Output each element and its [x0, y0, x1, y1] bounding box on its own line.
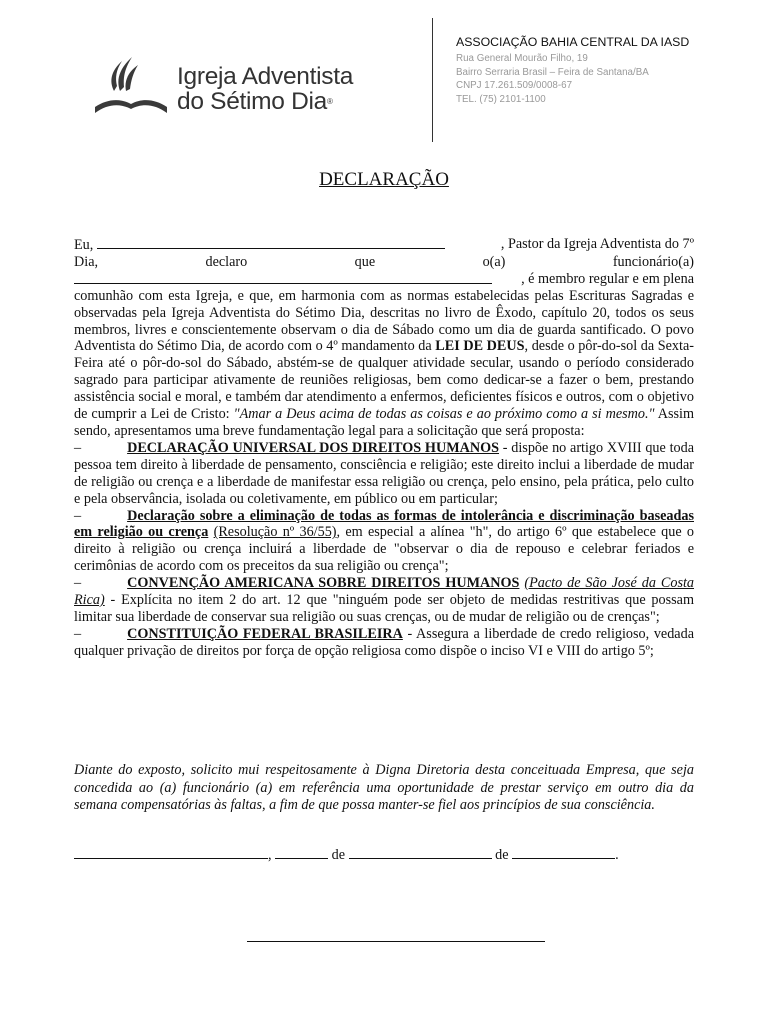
- item3-text: - Explícita no item 2 do art. 12 que "ninguém pode ser objeto de medidas restritivas que possam limitar sua liberdade de conservar sua religião ou suas crenças, ou de mudar de religião ou de crenças";: [74, 592, 694, 625]
- legal-item-4: [74, 626, 694, 660]
- membro-text: , é membro regular e em plena: [521, 270, 694, 287]
- item1-text: - dispõe no artigo XVIII que toda pessoa tem direito à liberdade de pensamento, consciência e religião; este direito inclui a liberdade de mudar de religião ou crença e a liberdade de manifestar essa religião ou crença, pelo ensino, pela prática, pelo culto e pela observância, isolada ou coletivamente, em público ou em particular;: [74, 439, 694, 507]
- employee-name-blank[interactable]: [74, 271, 492, 284]
- church-logo: [92, 55, 392, 120]
- phone: TEL. (75) 2101-1100: [456, 93, 546, 105]
- item1-title: DECLARAÇÃO UNIVERSAL DOS DIREITOS HUMANOS: [127, 439, 500, 456]
- year-blank[interactable]: [512, 846, 615, 859]
- item-dash: –: [74, 439, 82, 456]
- oa-word: o(a): [482, 253, 506, 270]
- declaro-word: declaro: [205, 253, 248, 270]
- item-dash: –: [74, 575, 82, 592]
- lei-de-deus: LEI DE DEUS: [435, 338, 525, 355]
- de-word-2: de: [495, 847, 509, 863]
- city-blank[interactable]: [74, 846, 268, 859]
- eu-label: Eu,: [74, 237, 94, 253]
- item3-ref: (Pacto de São José da Costa Rica): [74, 575, 695, 609]
- intro-part2: , desde o pôr-do-sol da Sexta-Feira até o pôr-do-sol do Sábado, abstém-se de qualquer atividade secular, usando o período considerado sagrado para participar ativamente de reuniões religiosas, bem como dedicar-se a fazer o bem, prestando assistência social e moral, e também dar atendimento a enfermos, deficientes físicos e outros, com o objetivo de cumprir a Lei de Cristo:: [74, 338, 694, 423]
- item4-title: CONSTITUIÇÃO FEDERAL BRASILEIRA: [127, 625, 403, 642]
- brand-line1: Igreja Adventista: [177, 63, 354, 90]
- item2-ref: (Resolução nº 36/55): [213, 524, 337, 541]
- association-info: [456, 35, 689, 106]
- adventist-flame-bible-icon: [92, 55, 172, 117]
- document-title: DECLARAÇÃO: [319, 169, 449, 190]
- intro-part1: comunhão com esta Igreja, e que, em harmonia com as normas estabelecidas pelas Escrituras Sagradas e observadas pela Igreja Adventista do Sétimo Dia, descritas no livro de Êxodo, capítulo 20, todos os seus membros, livres e conscientemente observam o dia de Sábado como um dia de guarda santificado. O povo Adventista do Sétimo Dia, de acordo com o 4º mandamento da: [74, 287, 694, 355]
- funcionario-word: funcionário(a): [612, 253, 694, 270]
- date-line: [74, 846, 619, 864]
- address-line2: Bairro Serraria Brasil – Feira de Santana/BA: [456, 66, 649, 78]
- item-dash: –: [74, 507, 82, 524]
- christ-quote: "Amar a Deus acima de todas as coisas e ao próximo como a si mesmo.": [233, 406, 655, 423]
- legal-item-1: [74, 440, 694, 508]
- day-blank[interactable]: [275, 846, 328, 859]
- pastor-text: , Pastor da Igreja Adventista do 7º: [500, 236, 694, 252]
- closing-request: Diante do exposto, solicito mui respeitosamente à Digna Diretoria desta conceituada Empresa, que seja concedida ao (a) funcionário (a) em referência uma oportunidade de prestar serviço em outro dia da semana compensatórias às faltas, a fim de que possa manter-se fiel aos princípios de sua consciência.: [74, 762, 694, 813]
- item4-text: - Assegura a liberdade de credo religioso, vedada qualquer privação de direitos por força de opção religiosa como dispõe o inciso VI e VIII do artigo 5º;: [74, 625, 694, 659]
- registered-mark: ®: [326, 97, 333, 106]
- declaration-body: [74, 236, 694, 660]
- intro-part3: Assim sendo, apresentamos uma breve fundamentação legal para a solicitação que será proposta:: [74, 406, 694, 439]
- header-divider: [432, 18, 433, 142]
- intro-line1: [74, 236, 694, 254]
- comma: ,: [268, 847, 272, 863]
- legal-item-2: [74, 508, 694, 576]
- cnpj: CNPJ 17.261.509/0008-67: [456, 80, 573, 91]
- month-blank[interactable]: [349, 846, 492, 859]
- item3-title: CONVENÇÃO AMERICANA SOBRE DIREITOS HUMANOS: [127, 575, 520, 592]
- signature-line[interactable]: [247, 941, 545, 942]
- item2-title: Declaração sobre a eliminação de todas as formas de intolerância e discriminação baseadas em religião ou crença: [74, 507, 694, 541]
- item2-text: , em especial a alínea "h", do artigo 6º que estabelece que o direito à religião ou crença incluirá a liberdade de "observar o dia de repouso e celebrar feriados e cerimônias de acordo com os preceitos da sua religião ou crença";: [74, 524, 695, 575]
- intro-line2: [74, 254, 694, 271]
- dia-word: Dia,: [74, 253, 99, 270]
- org-name: ASSOCIAÇÃO BAHIA CENTRAL DA IASD: [456, 35, 690, 49]
- church-brand-text: [177, 64, 353, 114]
- brand-line2: do Sétimo Dia: [177, 88, 327, 115]
- que-word: que: [354, 253, 376, 270]
- legal-item-3: [74, 575, 694, 626]
- intro-line3: [74, 271, 694, 288]
- period: .: [615, 847, 619, 863]
- intro-paragraph: [74, 288, 694, 440]
- pastor-name-blank[interactable]: [97, 236, 445, 249]
- de-word-1: de: [331, 847, 346, 863]
- address-line1: Rua General Mourão Filho, 19: [456, 53, 588, 64]
- item-dash: –: [74, 625, 82, 642]
